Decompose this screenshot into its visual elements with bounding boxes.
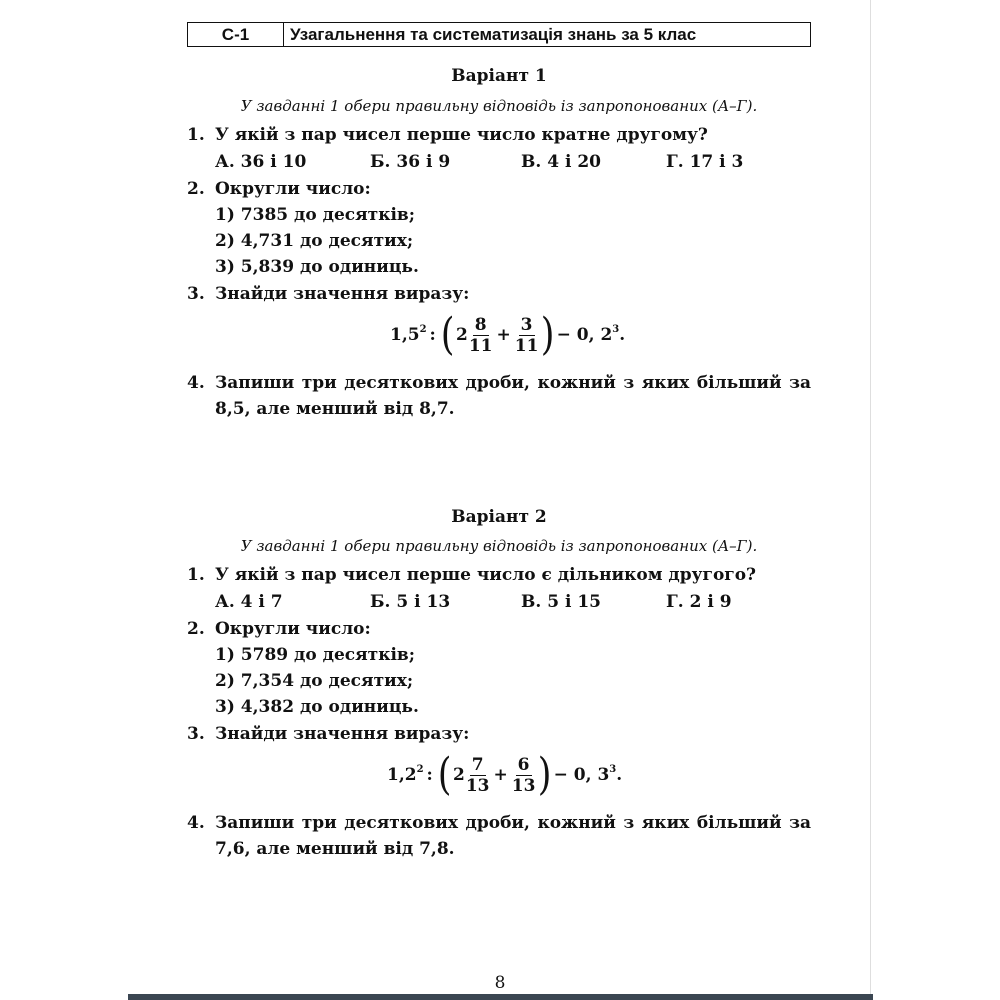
question-text: Округли число: bbox=[215, 179, 371, 199]
question-text: Знайди значення виразу: bbox=[215, 724, 470, 744]
question-number: 3. bbox=[187, 724, 205, 744]
expr-plus: + bbox=[496, 325, 511, 345]
fraction-numerator: 7 bbox=[471, 754, 484, 775]
option-b: Б. 36 і 9 bbox=[370, 152, 451, 172]
left-paren: ( bbox=[440, 309, 455, 360]
v2-math-expression bbox=[387, 749, 623, 800]
fraction-denominator: 11 bbox=[468, 335, 493, 356]
expr-whole: 2 bbox=[453, 765, 465, 785]
question-text: Знайди значення виразу: bbox=[215, 284, 470, 304]
sub-item: 1) 5789 до десятків; bbox=[215, 645, 416, 665]
sub-item: 2) 4,731 до десятих; bbox=[215, 231, 414, 251]
option-a: А. 36 і 10 bbox=[215, 152, 307, 172]
v1-math-expression bbox=[390, 309, 626, 360]
question-number: 4. bbox=[187, 813, 205, 833]
sub-item: 2) 7,354 до десятих; bbox=[215, 671, 414, 691]
expr-colon: : bbox=[429, 325, 436, 345]
fraction-denominator: 13 bbox=[465, 775, 490, 796]
option-d: Г. 17 і 3 bbox=[666, 152, 744, 172]
fraction-denominator: 11 bbox=[514, 335, 539, 356]
option-b: Б. 5 і 13 bbox=[370, 592, 451, 612]
v1-q4-line-1: Запиши три десяткових дроби, кожний з яких більший за bbox=[215, 373, 811, 393]
right-paren: ) bbox=[541, 309, 555, 360]
question-text: У якій з пар чисел перше число кратне другому? bbox=[215, 125, 708, 145]
question-number: 2. bbox=[187, 619, 205, 639]
expr-tail: − 0, 3 bbox=[553, 765, 610, 785]
sub-item: 3) 5,839 до одиниць. bbox=[215, 257, 419, 277]
v2-q4-line-1: Запиши три десяткових дроби, кожний з яких більший за bbox=[215, 813, 811, 833]
expr-tail: − 0, 2 bbox=[556, 325, 613, 345]
expr-tail-exponent: 3 bbox=[612, 323, 620, 335]
expr-tail-exponent: 3 bbox=[609, 763, 617, 775]
question-number: 2. bbox=[187, 179, 205, 199]
right-paren: ) bbox=[538, 749, 552, 800]
fraction-2 bbox=[515, 315, 539, 356]
expr-whole: 2 bbox=[456, 325, 468, 345]
fraction-2 bbox=[512, 755, 536, 796]
question-number: 1. bbox=[187, 125, 205, 145]
expr-colon: : bbox=[426, 765, 433, 785]
fraction-numerator: 8 bbox=[474, 314, 487, 335]
v1-q4-line-2: 8,5, але менший від 8,7. bbox=[215, 399, 455, 419]
question-text: Округли число: bbox=[215, 619, 371, 639]
expr-base-exponent: 2 bbox=[416, 763, 424, 775]
left-paren: ( bbox=[437, 749, 452, 800]
question-text: У якій з пар чисел перше число є дільником другого? bbox=[215, 565, 756, 585]
fraction-numerator: 6 bbox=[517, 754, 530, 775]
option-d: Г. 2 і 9 bbox=[666, 592, 732, 612]
v2-q4-line-2: 7,6, але менший від 7,8. bbox=[215, 839, 455, 859]
variant-2-instruction: У завданні 1 обери правильну відповідь із запропонованих (А–Г). bbox=[240, 537, 758, 555]
bottom-bar bbox=[128, 994, 873, 1000]
fraction-denominator: 13 bbox=[511, 775, 536, 796]
expr-base: 1,2 bbox=[387, 765, 417, 785]
question-number: 4. bbox=[187, 373, 205, 393]
variant-1-title: Варіант 1 bbox=[451, 66, 547, 86]
question-number: 1. bbox=[187, 565, 205, 585]
variant-1-instruction: У завданні 1 обери правильну відповідь із запропонованих (А–Г). bbox=[240, 97, 758, 115]
variant-2-title: Варіант 2 bbox=[451, 507, 547, 527]
option-a: А. 4 і 7 bbox=[215, 592, 283, 612]
fraction-numerator: 3 bbox=[520, 314, 533, 335]
option-c: В. 5 і 15 bbox=[521, 592, 601, 612]
section-code: С-1 bbox=[188, 23, 284, 46]
expr-end: . bbox=[619, 325, 626, 345]
section-title: Узагальнення та систематизація знань за 5 клас bbox=[290, 24, 697, 44]
expr-plus: + bbox=[493, 765, 508, 785]
section-header bbox=[187, 22, 811, 47]
question-number: 3. bbox=[187, 284, 205, 304]
fraction-1 bbox=[469, 315, 493, 356]
page-edge bbox=[870, 0, 871, 1000]
fraction-1 bbox=[466, 755, 490, 796]
sub-item: 1) 7385 до десятків; bbox=[215, 205, 416, 225]
expr-end: . bbox=[616, 765, 623, 785]
page-number: 8 bbox=[494, 973, 506, 993]
sub-item: 3) 4,382 до одиниць. bbox=[215, 697, 419, 717]
option-c: В. 4 і 20 bbox=[521, 152, 601, 172]
expr-base-exponent: 2 bbox=[419, 323, 427, 335]
expr-base: 1,5 bbox=[390, 325, 420, 345]
